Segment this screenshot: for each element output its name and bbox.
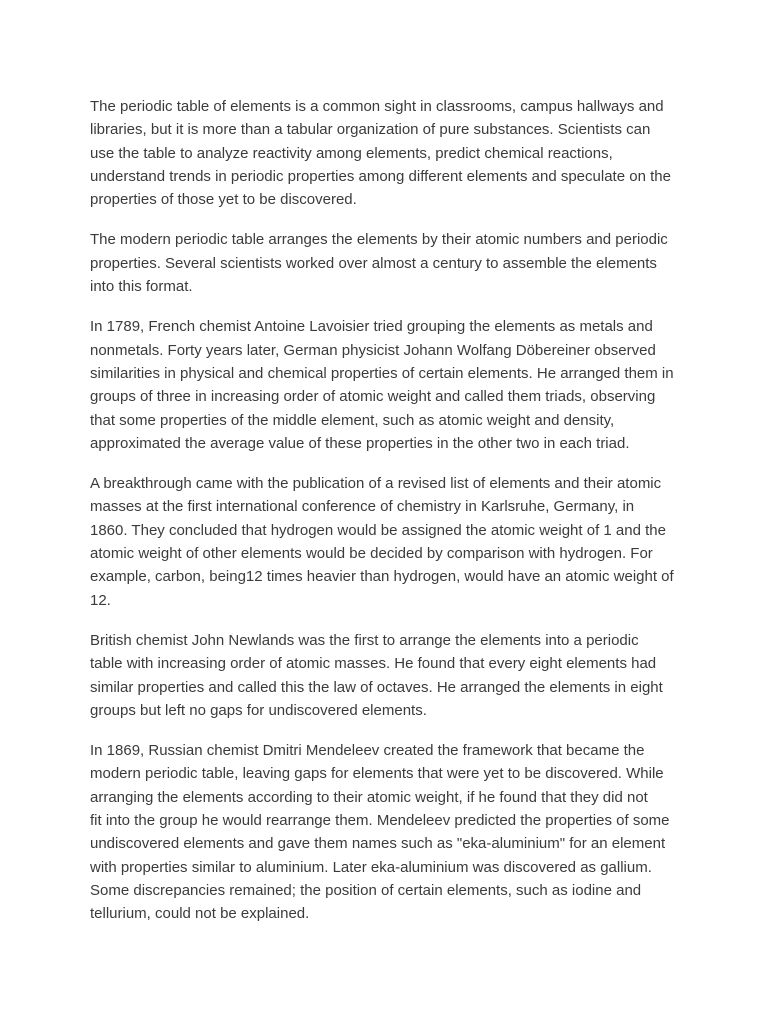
document-body [90, 95, 680, 943]
paragraph-karlsruhe-conference: A breakthrough came with the publication of a revised list of elements and their atomic masses at the first international conference of chemistry in Karlsruhe, Germany, in 1860. They concluded that hydrogen would be assigned the atomic weight of 1 and the atomic weight of other elements would be decided by comparison with hydrogen. For example, carbon, being12 times heavier than hydrogen, would have an atomic weight of 12. [90, 475, 674, 609]
paragraph-lavoisier-dobereiner: In 1789, French chemist Antoine Lavoisier tried grouping the elements as metals and nonmetals. Forty years later, German physicist Johann Wolfang Döbereiner observed similarities in physical and chemical properties of certain elements. He arranged them in groups of three in increasing order of atomic weight and called them triads, observing that some properties of the middle element, such as atomic weight and density, approximated the average value of these properties in the other two in each triad. [90, 318, 674, 452]
paragraph-intro: The periodic table of elements is a common sight in classrooms, campus hallways and libraries, but it is more than a tabular organization of pure substances. Scientists can use the table to analyze reactivity among elements, predict chemical reactions, understand trends in periodic properties among different elements and speculate on the properties of those yet to be discovered. [90, 98, 671, 209]
paragraph-newlands: British chemist John Newlands was the first to arrange the elements into a periodic table with increasing order of atomic masses. He found that every eight elements had similar properties and called this the law of octaves. He arranged the elements in eight groups but left no gaps for undiscovered elements. [90, 631, 663, 719]
paragraph-mendeleev: In 1869, Russian chemist Dmitri Mendeleev created the framework that became the modern periodic table, leaving gaps for elements that were yet to be discovered. While arranging the elements according to their atomic weight, if he found that they did not fit into the group he would rearrange them. Mendeleev predicted the properties of some undiscovered elements and gave them names such as "eka-aluminium" for an element with properties similar to aluminium. Later eka-aluminium was discovered as gallium. Some discrepancies remained; the position of certain elements, such as iodine and tellurium, could not be explained. [90, 742, 670, 923]
paragraph-modern-table: The modern periodic table arranges the elements by their atomic numbers and periodic properties. Several scientists worked over almost a century to assemble the elements into this format. [90, 231, 668, 296]
